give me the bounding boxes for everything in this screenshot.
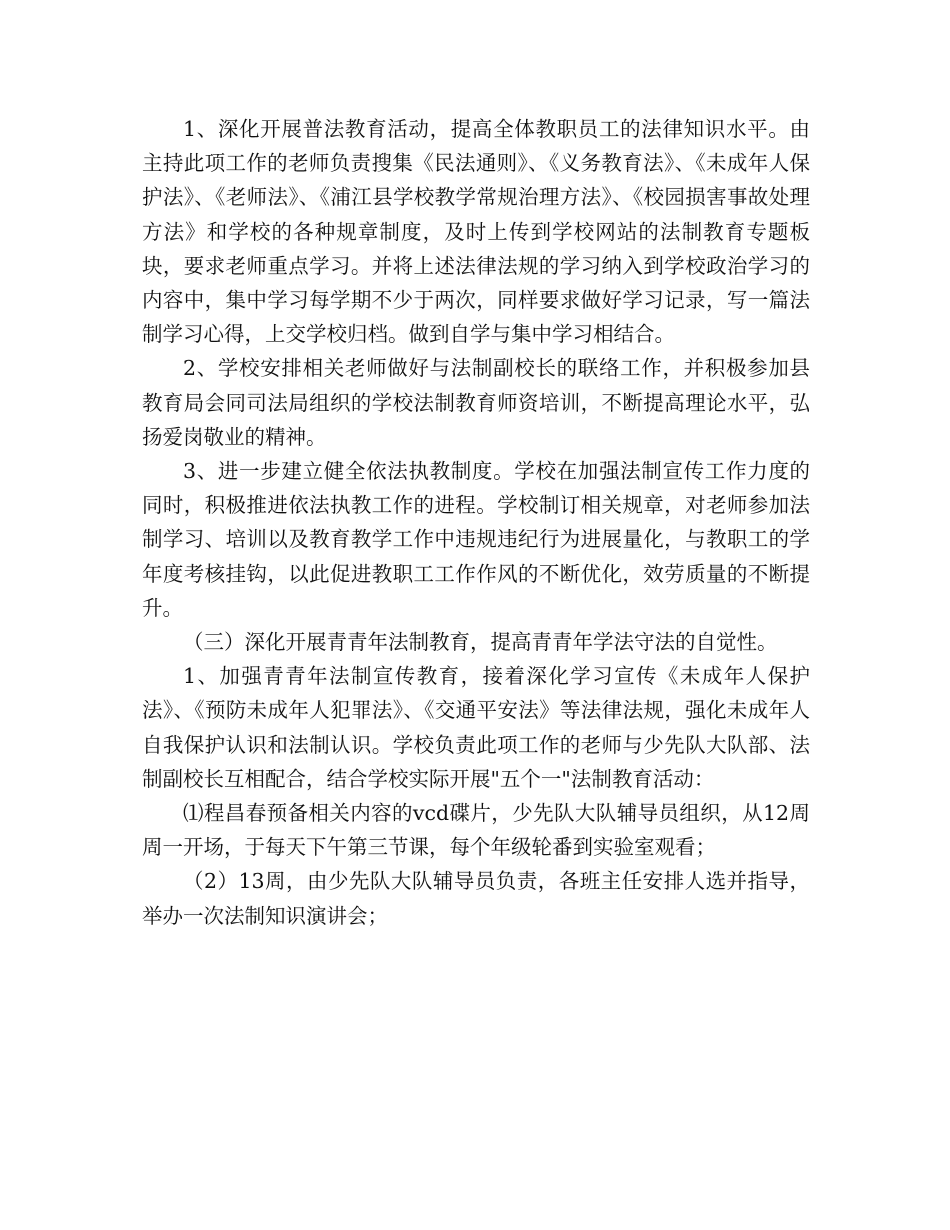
list-item-vcd-viewing: ⑴程昌春预备相关内容的vcd碟片，少先队大队辅导员组织，从12周周一开场，于每天下午第三节课，每个年级轮番到实验室观看； (142, 801, 810, 860)
paragraph-youth-publicity: 1、加强青青年法制宣传教育，接着深化学习宣传《未成年人保护法》、《预防未成年人犯罪法》、《交通平安法》等法律法规，强化未成年人自我保护认识和法制认识。学校负责此项工作的老师与少先队大队部、法制副校长互相配合，结合学校实际开展"五个一"法制教育活动： (142, 664, 810, 791)
document-body (142, 112, 810, 933)
paragraph-law-based-teaching: 3、进一步建立健全依法执教制度。学校在加强法制宣传工作力度的同时，积极推进依法执教工作的进程。学校制订相关规章，对老师参加法制学习、培训以及教育教学工作中违规违纪行为进展量化，与教职工的学年度考核挂钩，以此促进教职工工作作风的不断优化，效劳质量的不断提升。 (142, 459, 810, 620)
paragraph-legal-education-staff: 1、深化开展普法教育活动，提高全体教职员工的法律知识水平。由主持此项工作的老师负责搜集《民法通则》、《义务教育法》、《未成年人保护法》、《老师法》、《浦江县学校教学常规治理方法》、《校园损害事故处理方法》和学校的各种规章制度，及时上传到学校网站的法制教育专题板块，要求老师重点学习。并将上述法律法规的学习纳入到学校政治学习的内容中，集中学习每学期不少于两次，同样要求做好学习记录，写一篇法制学习心得，上交学校归档。做到自学与集中学习相结合。 (142, 117, 810, 347)
paragraph-liaison-training: 2、学校安排相关老师做好与法制副校长的联络工作，并积极参加县教育局会同司法局组织的学校法制教育师资培训，不断提高理论水平，弘扬爱岗敬业的精神。 (142, 356, 810, 449)
section-heading-youth-education: （三）深化开展青青年法制教育，提高青青年学法守法的自觉性。 (183, 630, 778, 655)
list-item-speech-contest: （2）13周，由少先队大队辅导员负责，各班主任安排人选并指导，举办一次法制知识演讲会； (142, 869, 810, 928)
